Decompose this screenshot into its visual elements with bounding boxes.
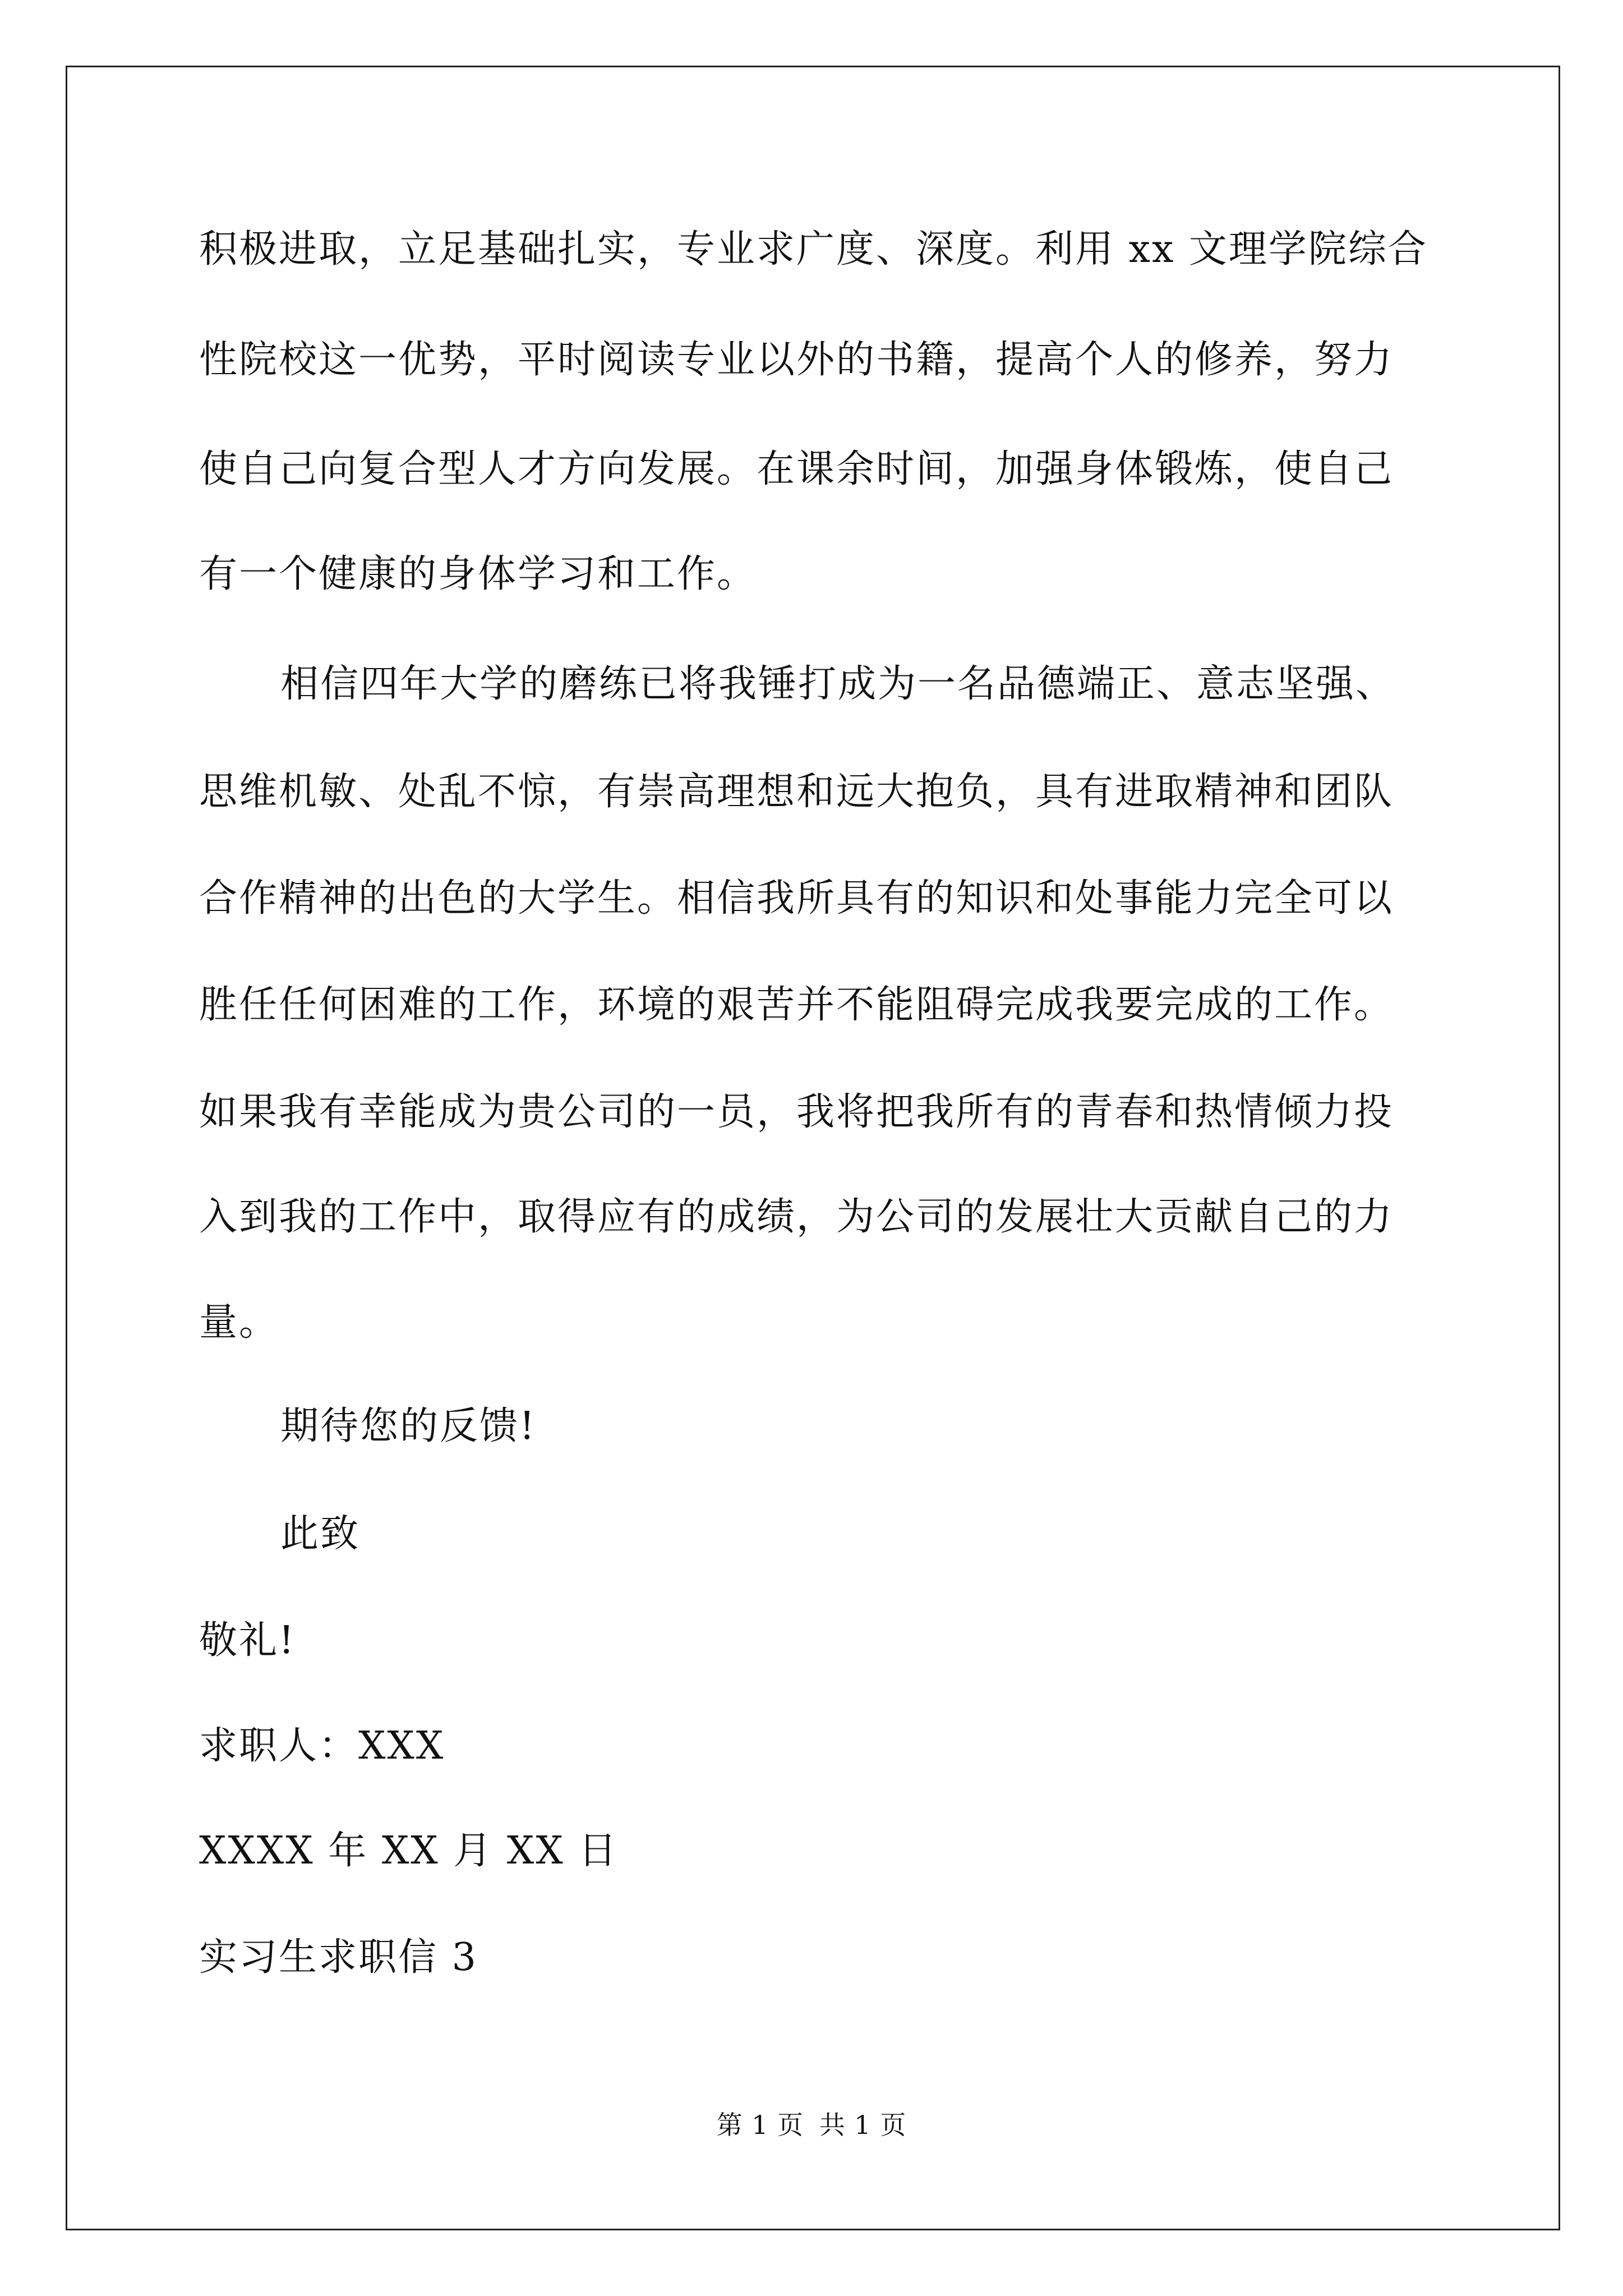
date-line: XXXX 年 XX 月 XX 日 — [199, 1829, 619, 1873]
paragraph-line: 如果我有幸能成为贵公司的一员，我将把我所有的青春和热情倾力投 — [199, 1090, 1394, 1134]
paragraph-line: 思维机敏、处乱不惊，有崇高理想和远大抱负，具有进取精神和团队 — [199, 770, 1394, 814]
page-footer — [0, 2108, 1623, 2142]
paragraph-line: 入到我的工作中，取得应有的成绩，为公司的发展壮大贡献自己的力 — [199, 1195, 1394, 1239]
paragraph-line: 积极进取，立足基础扎实，专业求广度、深度。利用 xx 文理学院综合 — [199, 227, 1428, 272]
signature: 求职人：XXX — [199, 1724, 445, 1768]
page-total: 共 1 页 — [819, 2110, 907, 2140]
paragraph-line: 相信四年大学的磨练已将我锤打成为一名品德端正、意志坚强、 — [280, 662, 1396, 706]
paragraph-line: 使自己向复合型人才方向发展。在课余时间，加强身体锻炼，使自己 — [199, 447, 1394, 491]
respect-line: 敬礼! — [199, 1618, 296, 1663]
next-letter-title: 实习生求职信 3 — [199, 1935, 478, 1980]
closing-salutation: 此致 — [280, 1512, 361, 1556]
paragraph-line: 合作精神的出色的大学生。相信我所具有的知识和处事能力完全可以 — [199, 876, 1394, 921]
page-number: 第 1 页 — [716, 2110, 804, 2140]
paragraph-line: 有一个健康的身体学习和工作。 — [199, 552, 757, 596]
closing-wish: 期待您的反馈! — [280, 1404, 537, 1448]
paragraph-line: 性院校这一优势，平时阅读专业以外的书籍，提高个人的修养，努力 — [199, 338, 1394, 382]
paragraph-line: 量。 — [199, 1300, 279, 1345]
page-border — [66, 66, 1560, 2230]
paragraph-line: 胜任任何困难的工作，环境的艰苦并不能阻碍完成我要完成的工作。 — [199, 983, 1394, 1027]
